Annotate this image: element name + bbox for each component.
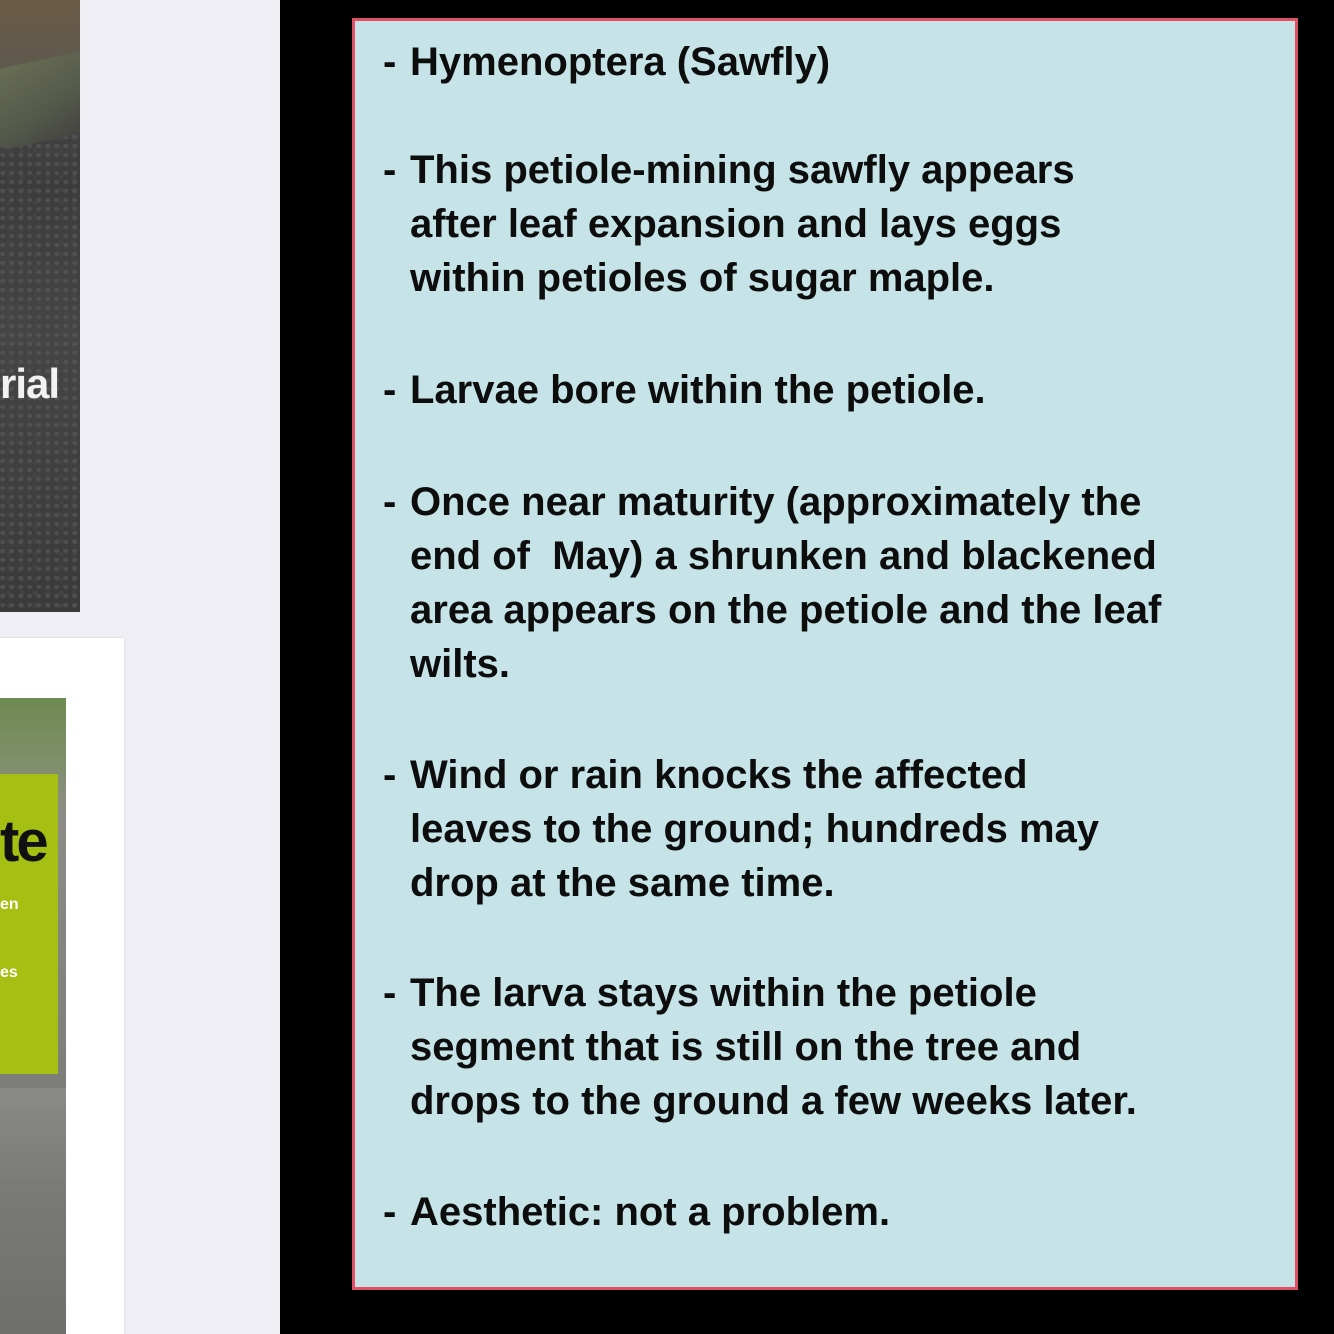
bullet-line: area appears on the petiole and the leaf (410, 588, 1162, 632)
bullet-description (383, 143, 1283, 305)
slide-thumbnail-sidebar[interactable] (0, 0, 280, 1334)
bullet-larvae (383, 363, 1283, 417)
bullet-line: within petioles of sugar maple. (410, 256, 995, 300)
bullet-line: Once near maturity (approximately the (410, 480, 1142, 524)
thumbnail-big-text: te (0, 809, 46, 874)
bullet-wind-rain (383, 748, 1283, 910)
bullet-line: drop at the same time. (410, 861, 835, 905)
bullet-line: Larvae bore within the petiole. (410, 368, 986, 412)
main-slide[interactable] (280, 0, 1334, 1334)
bullet-line: Wind or rain knocks the affected (410, 753, 1028, 797)
bullet-dash: - (383, 480, 397, 524)
bullet-line: drops to the ground a few weeks later. (410, 1079, 1137, 1123)
slide-thumbnail-next[interactable] (0, 698, 66, 1334)
thumbnail-small-text-1: en (0, 896, 19, 913)
bullet-line: Aesthetic: not a problem. (410, 1190, 891, 1234)
bullet-larva-stays (383, 966, 1283, 1128)
slide-thumbnail-previous[interactable] (0, 0, 80, 612)
bullet-order (383, 35, 1283, 89)
bullet-line: end of May) a shrunken and blackened (410, 534, 1157, 578)
bullet-line: leaves to the ground; hundreds may (410, 807, 1100, 851)
bullet-line: wilts. (410, 642, 511, 686)
bullet-line: segment that is still on the tree and (410, 1025, 1082, 1069)
bullet-dash: - (383, 368, 397, 412)
bullet-line: This petiole-mining sawfly appears (410, 148, 1075, 192)
text-panel[interactable] (352, 18, 1298, 1290)
bullet-maturity (383, 475, 1283, 691)
bullet-line: Hymenoptera (Sawfly) (410, 40, 831, 84)
thumbnail-road-image (0, 1088, 66, 1334)
bullet-dash: - (383, 40, 397, 84)
bullet-aesthetic (383, 1185, 1283, 1239)
bullet-line: after leaf expansion and lays eggs (410, 202, 1062, 246)
thumbnail-small-text-2: es (0, 964, 18, 981)
bullet-dash: - (383, 1190, 397, 1234)
bullet-dash: - (383, 971, 397, 1015)
bullet-dash: - (383, 148, 397, 192)
thumbnail-title-fragment: rial (0, 360, 60, 407)
bullet-dash: - (383, 753, 397, 797)
bullet-line: The larva stays within the petiole (410, 971, 1037, 1015)
